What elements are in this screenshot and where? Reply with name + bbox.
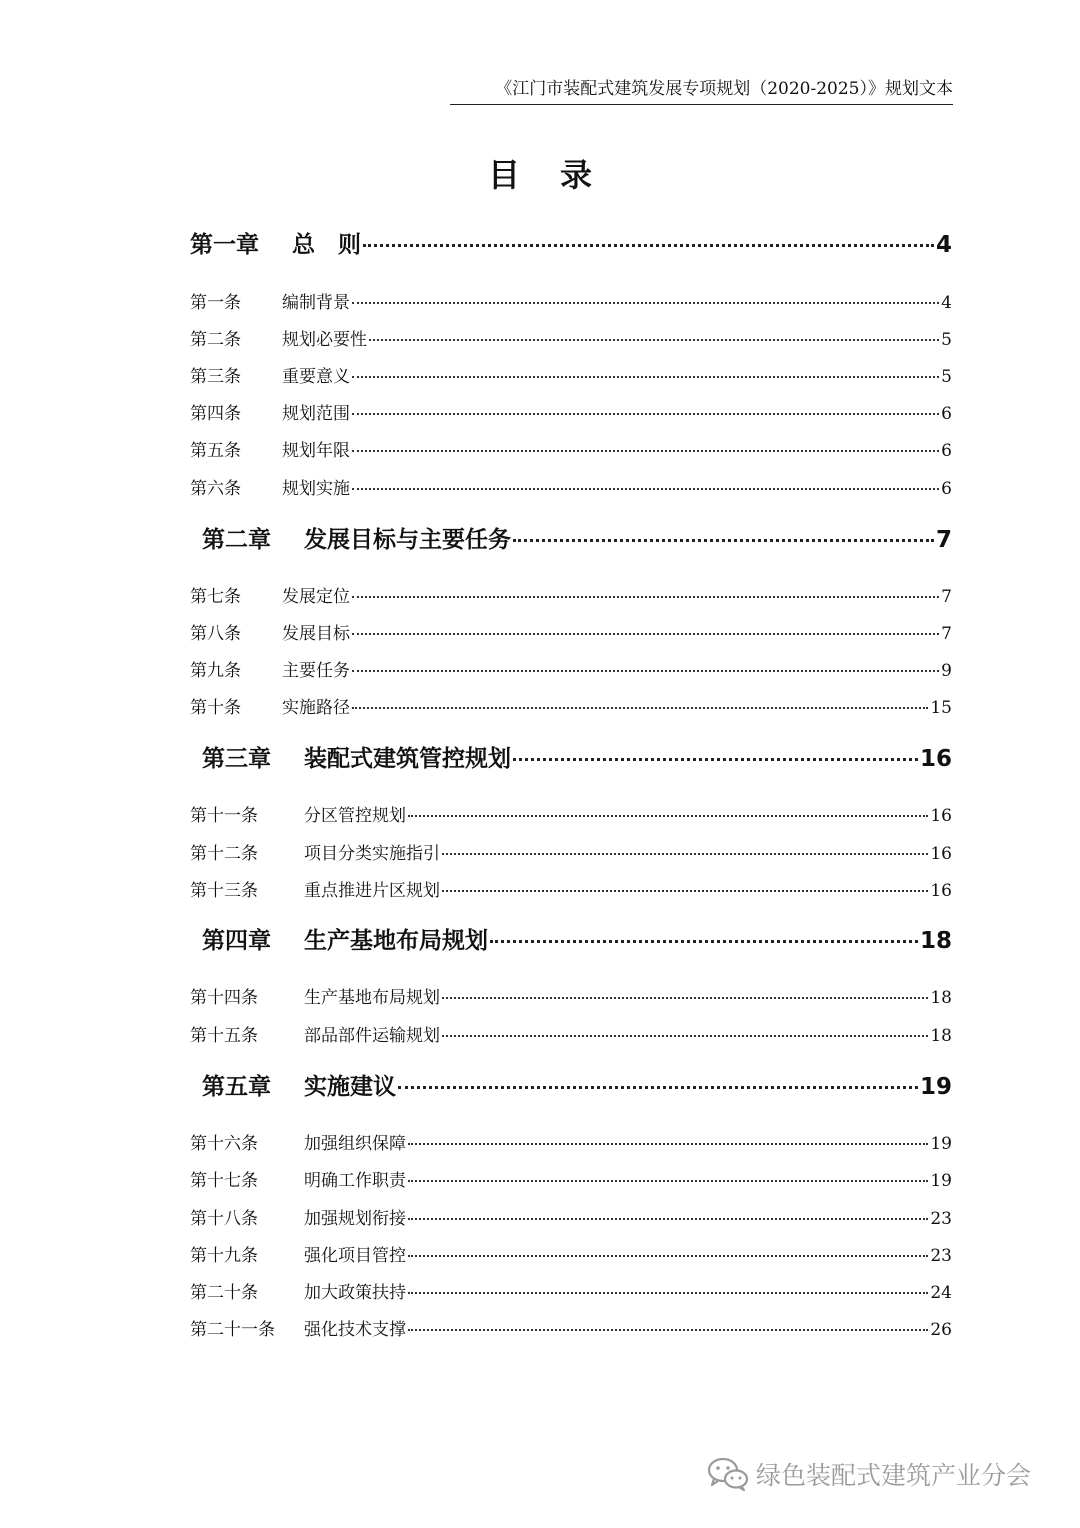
article-number: 第二十一条 (190, 1320, 275, 1340)
article-title: 发展定位 (282, 587, 350, 607)
article-title: 编制背景 (282, 293, 350, 313)
article-number: 第九条 (190, 661, 241, 681)
article-title: 实施路径 (282, 698, 350, 718)
article-number: 第十九条 (190, 1246, 258, 1266)
article-number: 第十二条 (190, 844, 258, 864)
toc-article-15[interactable] (190, 1021, 952, 1047)
page-number: 5 (941, 367, 952, 387)
dot-leader (408, 1143, 928, 1145)
page-number: 23 (930, 1209, 952, 1229)
article-number: 第一条 (190, 293, 241, 313)
chapter-number: 第五章 (202, 1074, 271, 1100)
chapter-number: 第一章 (190, 232, 259, 258)
article-title: 强化项目管控 (304, 1246, 406, 1266)
article-number: 第十八条 (190, 1209, 258, 1229)
header-rule (450, 104, 953, 105)
dot-leader (408, 815, 928, 817)
dot-leader (442, 997, 928, 999)
chapter-number: 第二章 (202, 527, 271, 553)
article-title: 规划范围 (282, 404, 350, 424)
dot-leader (352, 488, 939, 490)
watermark (706, 1456, 1031, 1492)
dot-leader (398, 1086, 918, 1089)
page-number: 7 (941, 587, 952, 607)
chapter-number: 第四章 (202, 928, 271, 954)
wechat-icon (706, 1456, 750, 1492)
article-title: 项目分类实施指引 (304, 844, 440, 864)
article-title: 规划必要性 (282, 330, 367, 350)
chapter-title: 总 则 (292, 232, 361, 258)
running-header: 《江门市装配式建筑发展专项规划（2020-2025）》规划文本 (495, 79, 953, 99)
article-number: 第二条 (190, 330, 241, 350)
article-number: 第八条 (190, 624, 241, 644)
dot-leader (363, 244, 934, 247)
page-number: 16 (930, 881, 952, 901)
article-number: 第四条 (190, 404, 241, 424)
chapter-title: 实施建议 (304, 1074, 396, 1100)
page-number: 7 (935, 527, 952, 553)
article-number: 第十四条 (190, 988, 258, 1008)
page-number: 4 (935, 232, 952, 258)
article-number: 第六条 (190, 479, 241, 499)
page-number: 19 (930, 1134, 952, 1154)
page-number: 18 (930, 1026, 952, 1046)
toc-article-11[interactable] (190, 801, 952, 827)
article-number: 第十六条 (190, 1134, 258, 1154)
toc-chapter-2[interactable] (190, 521, 952, 555)
article-title: 加强规划衔接 (304, 1209, 406, 1229)
toc-article-14[interactable] (190, 983, 952, 1009)
dot-leader (352, 302, 939, 304)
article-title: 明确工作职责 (304, 1171, 406, 1191)
dot-leader (369, 339, 939, 341)
dot-leader (408, 1255, 928, 1257)
dot-leader (352, 376, 939, 378)
page-number: 6 (941, 479, 952, 499)
article-number: 第十三条 (190, 881, 258, 901)
page-number: 9 (941, 661, 952, 681)
toc-chapter-4[interactable] (190, 922, 952, 956)
dot-leader (408, 1180, 928, 1182)
article-title: 强化技术支撑 (304, 1320, 406, 1340)
page-number: 4 (941, 293, 952, 313)
toc-article-1[interactable] (190, 288, 952, 314)
page-number: 23 (930, 1246, 952, 1266)
dot-leader (513, 539, 934, 542)
page-number: 19 (930, 1171, 952, 1191)
article-title: 规划实施 (282, 479, 350, 499)
toc-article-21[interactable] (190, 1315, 952, 1341)
article-number: 第五条 (190, 441, 241, 461)
toc-article-5[interactable] (190, 436, 952, 462)
toc-article-20[interactable] (190, 1278, 952, 1304)
toc-chapter-1[interactable] (190, 226, 952, 260)
dot-leader (408, 1218, 928, 1220)
article-number: 第十一条 (190, 806, 258, 826)
page-number: 6 (941, 404, 952, 424)
toc-chapter-5[interactable] (190, 1068, 952, 1102)
toc-article-18[interactable] (190, 1204, 952, 1230)
toc-article-2[interactable] (190, 325, 952, 351)
toc-article-4[interactable] (190, 399, 952, 425)
article-title: 部品部件运输规划 (304, 1026, 440, 1046)
page-number: 16 (930, 806, 952, 826)
dot-leader (442, 890, 928, 892)
page-number: 26 (930, 1320, 952, 1340)
article-number: 第二十条 (190, 1283, 258, 1303)
toc-article-9[interactable] (190, 656, 952, 682)
toc-article-7[interactable] (190, 582, 952, 608)
page-number: 16 (930, 844, 952, 864)
dot-leader (352, 450, 939, 452)
page-number: 24 (930, 1283, 952, 1303)
toc-article-8[interactable] (190, 619, 952, 645)
toc-article-16[interactable] (190, 1129, 952, 1155)
page-title: 目录 (487, 156, 632, 194)
dot-leader (352, 707, 928, 709)
toc-article-10[interactable] (190, 693, 952, 719)
watermark-text: 绿色装配式建筑产业分会 (756, 1461, 1032, 1490)
article-title: 加强组织保障 (304, 1134, 406, 1154)
dot-leader (352, 413, 939, 415)
page-number: 16 (919, 746, 952, 772)
toc-chapter-3[interactable] (190, 740, 952, 774)
chapter-title: 装配式建筑管控规划 (304, 746, 511, 772)
dot-leader (352, 596, 939, 598)
page-number: 7 (941, 624, 952, 644)
article-number: 第三条 (190, 367, 241, 387)
page-number: 6 (941, 441, 952, 461)
dot-leader (513, 758, 918, 761)
dot-leader (352, 670, 939, 672)
dot-leader (408, 1292, 928, 1294)
page-number: 15 (930, 698, 952, 718)
chapter-title: 发展目标与主要任务 (304, 527, 511, 553)
toc-article-17[interactable] (190, 1166, 952, 1192)
page-number: 5 (941, 330, 952, 350)
article-number: 第十七条 (190, 1171, 258, 1191)
page-number: 18 (919, 928, 952, 954)
chapter-number: 第三章 (202, 746, 271, 772)
article-number: 第十五条 (190, 1026, 258, 1046)
toc-article-6[interactable] (190, 474, 952, 500)
dot-leader (442, 1035, 928, 1037)
article-title: 发展目标 (282, 624, 350, 644)
page-number: 19 (919, 1074, 952, 1100)
dot-leader (490, 940, 918, 943)
article-title: 重点推进片区规划 (304, 881, 440, 901)
article-title: 生产基地布局规划 (304, 988, 440, 1008)
article-title: 重要意义 (282, 367, 350, 387)
dot-leader (408, 1329, 928, 1331)
toc-article-19[interactable] (190, 1241, 952, 1267)
dot-leader (442, 853, 928, 855)
toc-article-12[interactable] (190, 839, 952, 865)
chapter-title: 生产基地布局规划 (304, 928, 488, 954)
article-title: 主要任务 (282, 661, 350, 681)
toc-article-13[interactable] (190, 876, 952, 902)
article-title: 规划年限 (282, 441, 350, 461)
article-title: 分区管控规划 (304, 806, 406, 826)
article-number: 第十条 (190, 698, 241, 718)
toc-article-3[interactable] (190, 362, 952, 388)
page-number: 18 (930, 988, 952, 1008)
article-title: 加大政策扶持 (304, 1283, 406, 1303)
article-number: 第七条 (190, 587, 241, 607)
dot-leader (352, 633, 939, 635)
